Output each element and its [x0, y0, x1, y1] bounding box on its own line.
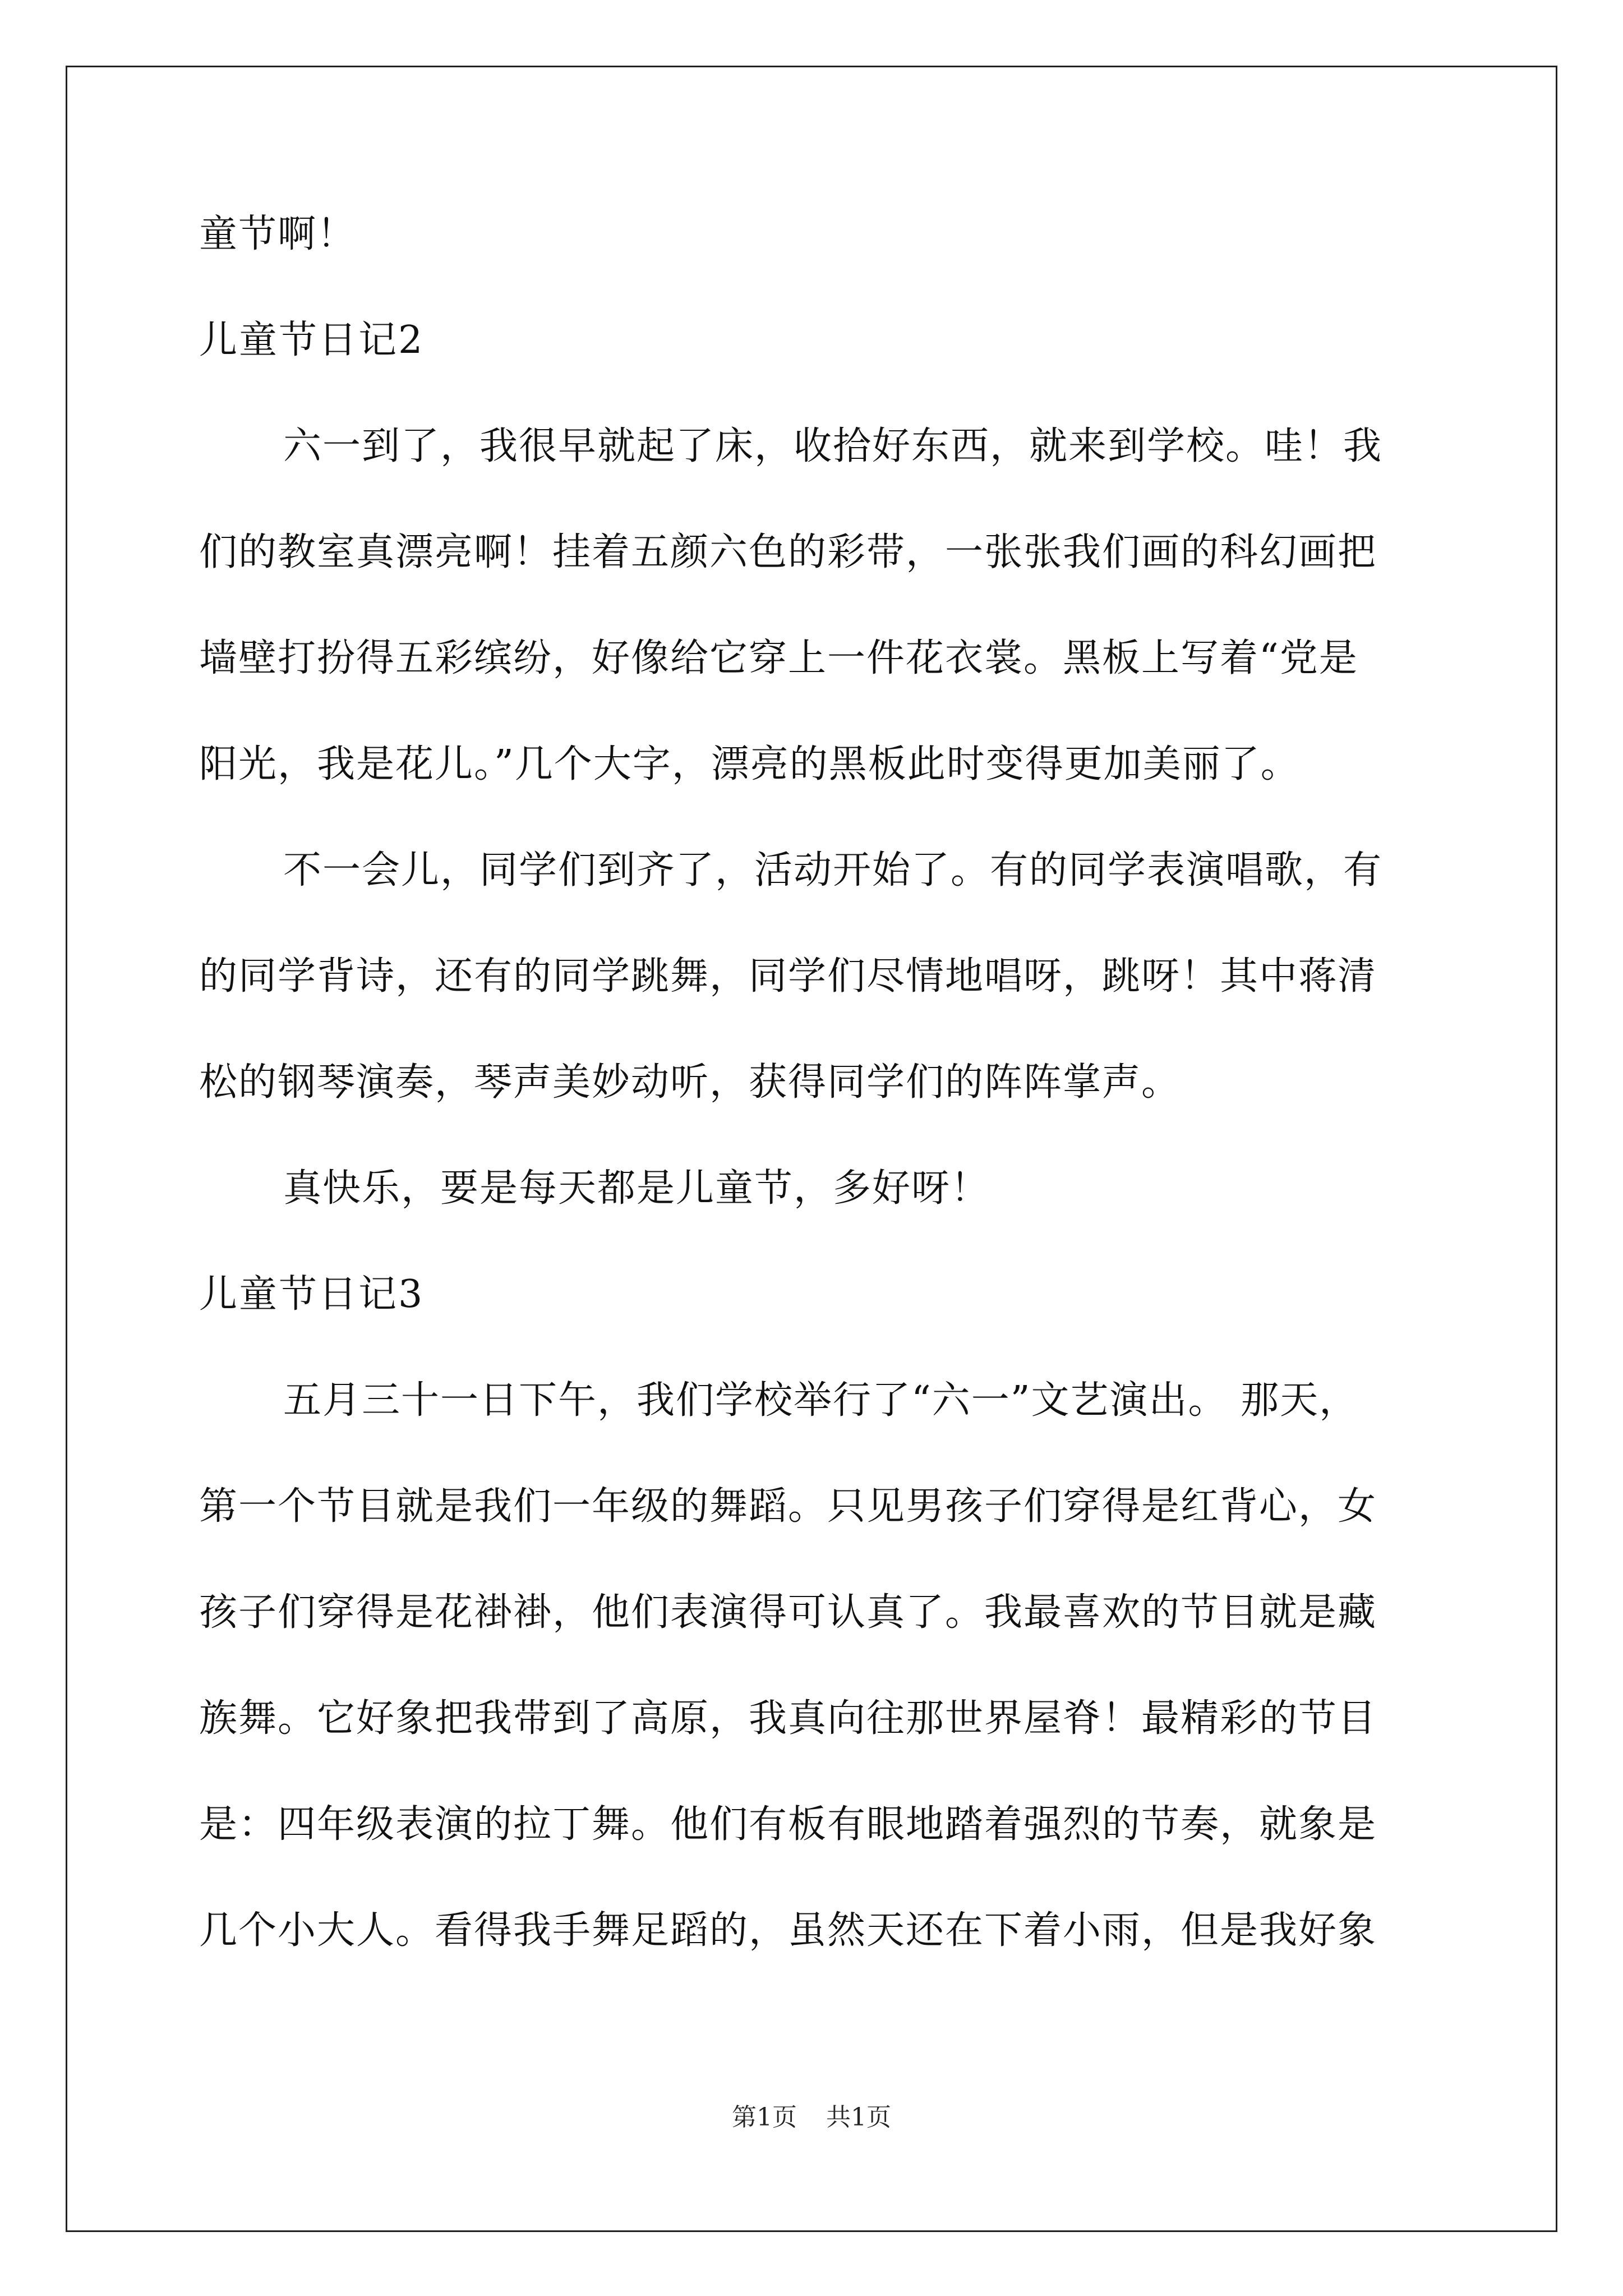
- text-line: 第一个节目就是我们一年级的舞蹈。只见男孩子们穿得是红背心，女: [199, 1484, 1377, 1529]
- document-body: [199, 208, 1444, 2010]
- text-line: 五月三十一日下午，我们学校举行了“六一”文艺演出。 那天，: [283, 1378, 1359, 1423]
- text-line: 的同学背诗，还有的同学跳舞，同学们尽情地唱呀，跳呀！其中蒋清: [199, 954, 1377, 999]
- text-line: 真快乐，要是每天都是儿童节，多好呀！: [283, 1166, 990, 1211]
- text-line: 六一到了，我很早就起了床，收拾好东西，就来到学校。哇！我: [283, 424, 1383, 468]
- text-line: 孩子们穿得是花褂褂，他们表演得可认真了。我最喜欢的节目就是藏: [199, 1590, 1377, 1635]
- text-line: 松的钢琴演奏，琴声美妙动听，获得同学们的阵阵掌声。: [199, 1060, 1181, 1105]
- text-line: 们的教室真漂亮啊！挂着五颜六色的彩带，一张张我们画的科幻画把: [199, 530, 1377, 574]
- text-line: 不一会儿，同学们到齐了，活动开始了。有的同学表演唱歌，有: [283, 848, 1383, 892]
- text-line: 阳光，我是花儿。”几个大字，漂亮的黑板此时变得更加美丽了。: [199, 742, 1300, 786]
- section-heading: 儿童节日记3: [199, 1272, 425, 1317]
- text-line: 墙壁打扮得五彩缤纷，好像给它穿上一件花衣裳。黑板上写着“党是: [199, 636, 1358, 680]
- text-line: 是：四年级表演的拉丁舞。他们有板有眼地踏着强烈的节奏，就象是: [199, 1802, 1377, 1847]
- text-line: 几个小大人。看得我手舞足蹈的，虽然天还在下着小雨，但是我好象: [199, 1908, 1377, 1953]
- text-line: 族舞。它好象把我带到了高原，我真向往那世界屋脊！最精彩的节目: [199, 1696, 1377, 1741]
- section-heading: 儿童节日记2: [199, 318, 425, 362]
- page-total: 共1页: [826, 2103, 891, 2132]
- page-number: 第1页: [732, 2103, 797, 2132]
- text-line: 童节啊！: [199, 212, 357, 256]
- page-footer: [0, 2102, 1623, 2133]
